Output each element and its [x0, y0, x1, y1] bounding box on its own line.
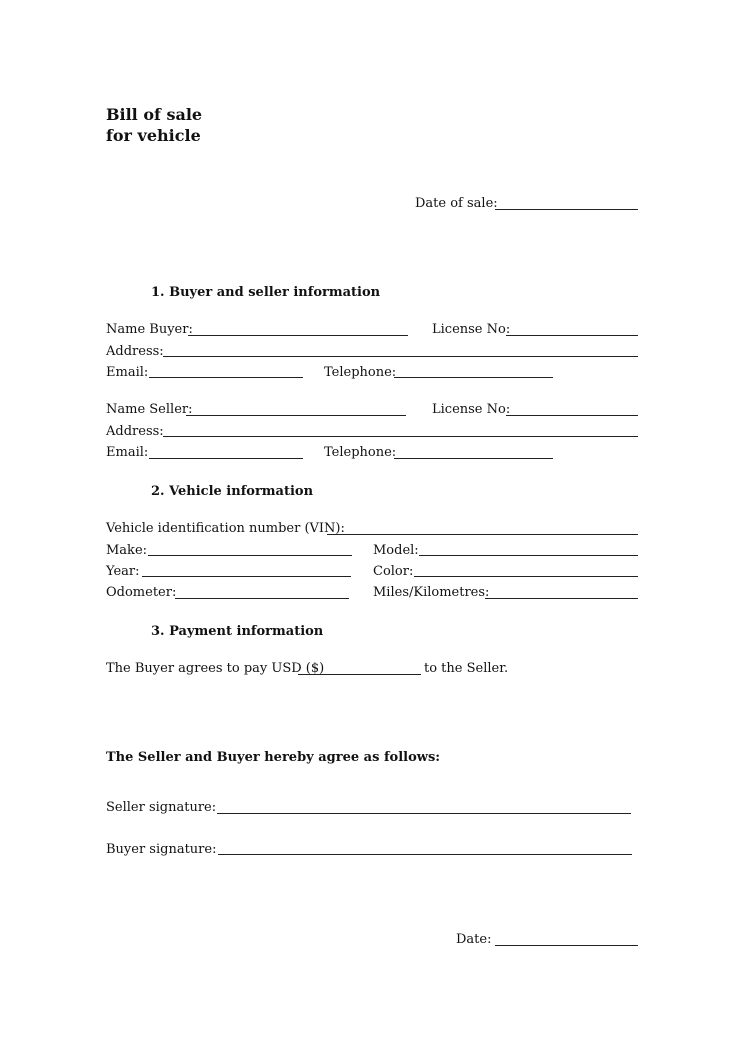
buyer-address-field[interactable]	[163, 356, 638, 357]
miles-kilometres-field[interactable]	[485, 598, 638, 599]
agreement-heading: The Seller and Buyer hereby agree as follows:	[106, 750, 441, 765]
seller-email-label: Email:	[106, 445, 149, 460]
buyer-license-field[interactable]	[506, 335, 638, 336]
section2-heading: 2. Vehicle information	[151, 484, 314, 499]
date-label: Date:	[456, 932, 492, 947]
payment-suffix-text: to the Seller.	[424, 661, 509, 676]
odometer-label: Odometer:	[106, 585, 177, 600]
name-buyer-field[interactable]	[188, 335, 408, 336]
model-field[interactable]	[419, 555, 638, 556]
make-field[interactable]	[148, 555, 352, 556]
seller-telephone-label: Telephone:	[324, 445, 397, 460]
buyer-signature-label: Buyer signature:	[106, 842, 217, 857]
color-field[interactable]	[414, 576, 638, 577]
miles-kilometres-label: Miles/Kilometres:	[373, 585, 490, 600]
name-seller-field[interactable]	[186, 415, 406, 416]
buyer-email-field[interactable]	[149, 377, 303, 378]
color-label: Color:	[373, 564, 414, 579]
document-title-line2: for vehicle	[106, 126, 201, 145]
seller-signature-field[interactable]	[217, 813, 631, 814]
date-field[interactable]	[495, 945, 638, 946]
seller-address-label: Address:	[106, 424, 164, 439]
name-seller-label: Name Seller:	[106, 402, 193, 417]
seller-signature-label: Seller signature:	[106, 800, 217, 815]
section1-heading: 1. Buyer and seller information	[151, 285, 381, 300]
buyer-license-label: License No:	[432, 322, 511, 337]
buyer-telephone-label: Telephone:	[324, 365, 397, 380]
year-field[interactable]	[142, 576, 351, 577]
make-label: Make:	[106, 543, 148, 558]
seller-license-field[interactable]	[506, 415, 638, 416]
buyer-telephone-field[interactable]	[394, 377, 553, 378]
odometer-field[interactable]	[175, 598, 349, 599]
vin-field[interactable]	[327, 534, 638, 535]
document-title-line1: Bill of sale	[106, 105, 203, 124]
payment-prefix-text: The Buyer agrees to pay USD ($)	[106, 661, 325, 676]
date-of-sale-field[interactable]	[495, 209, 638, 210]
date-of-sale-label: Date of sale:	[415, 196, 498, 211]
buyer-address-label: Address:	[106, 344, 164, 359]
payment-amount-field[interactable]	[298, 674, 421, 675]
buyer-signature-field[interactable]	[218, 854, 632, 855]
seller-telephone-field[interactable]	[394, 458, 553, 459]
vin-label: Vehicle identification number (VIN):	[106, 521, 345, 536]
year-label: Year:	[106, 564, 140, 579]
seller-address-field[interactable]	[163, 436, 638, 437]
name-buyer-label: Name Buyer:	[106, 322, 193, 337]
seller-email-field[interactable]	[149, 458, 303, 459]
model-label: Model:	[373, 543, 419, 558]
section3-heading: 3. Payment information	[151, 624, 324, 639]
buyer-email-label: Email:	[106, 365, 149, 380]
seller-license-label: License No:	[432, 402, 511, 417]
